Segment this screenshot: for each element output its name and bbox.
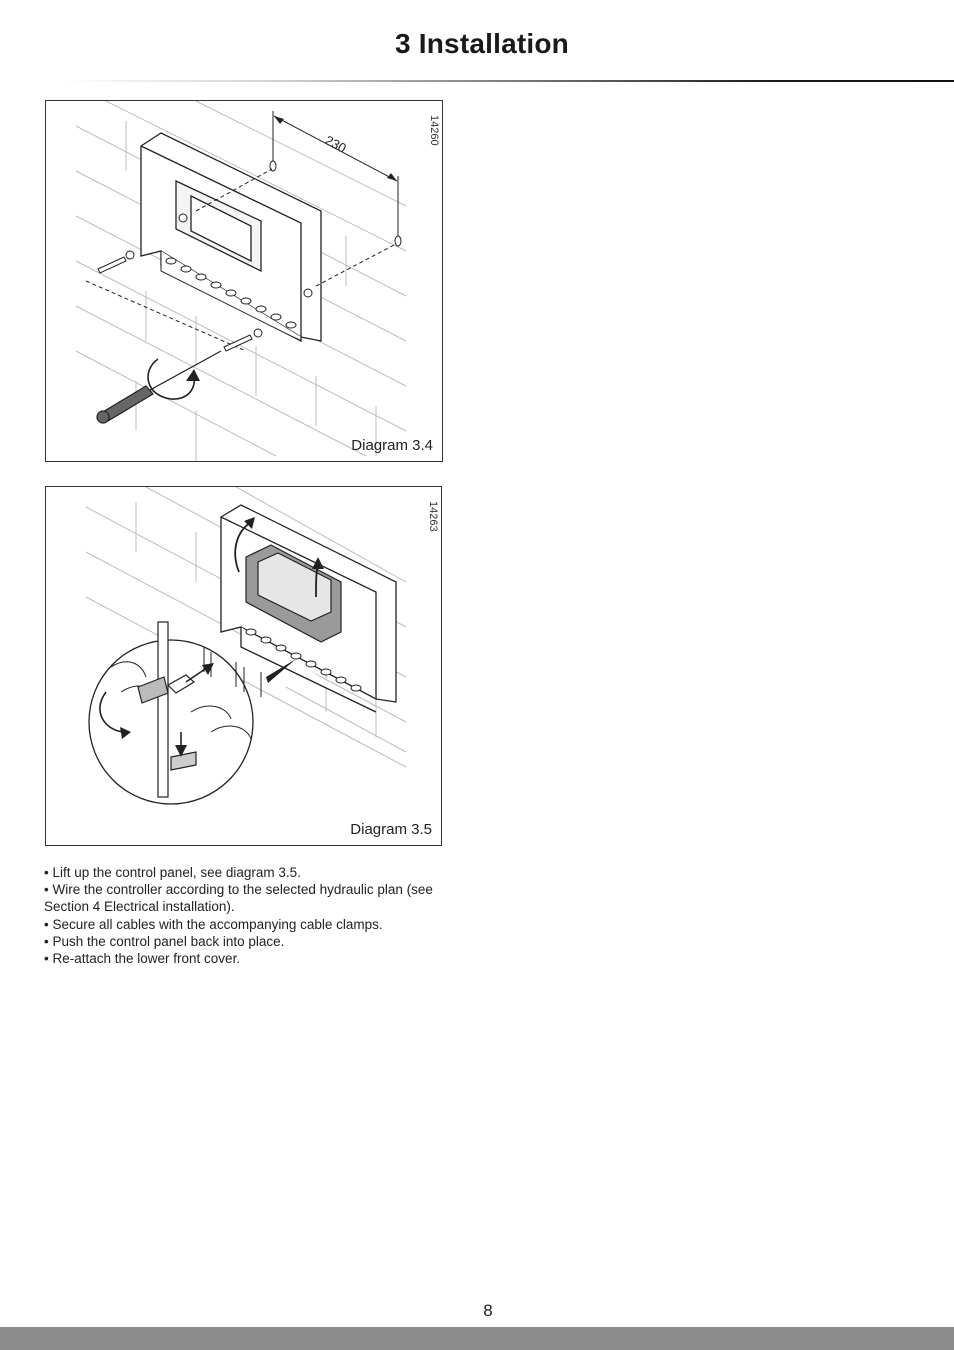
instruction-list xyxy=(44,864,444,967)
diagram-code: 14260 xyxy=(428,115,440,146)
dimension-label: 230 xyxy=(322,132,349,156)
footer-bar xyxy=(0,1327,954,1350)
diagram-caption: Diagram 3.4 xyxy=(351,437,433,454)
instruction-item: • Wire the controller according to the selected hydraulic plan (see Section 4 Electrical installation). xyxy=(44,882,433,915)
instruction-item: • Lift up the control panel, see diagram 3.5. xyxy=(44,865,301,880)
instruction-item: • Push the control panel back into place. xyxy=(44,933,285,949)
diagram-3-5 xyxy=(45,486,442,846)
diagram-3-4 xyxy=(45,100,443,462)
diagram-caption: Diagram 3.5 xyxy=(350,821,432,838)
diagram-code: 14263 xyxy=(427,501,439,532)
instruction-item: • Re-attach the lower front cover. xyxy=(44,951,241,967)
instruction-item: • Secure all cables with the accompanying cable clamps. xyxy=(44,916,383,932)
page-title: 3 Installation xyxy=(395,28,569,59)
title-rule xyxy=(60,80,954,82)
diagram-3-5-drawing xyxy=(46,487,442,846)
diagram-3-4-drawing xyxy=(46,101,443,462)
page-number: 8 xyxy=(483,1301,493,1320)
